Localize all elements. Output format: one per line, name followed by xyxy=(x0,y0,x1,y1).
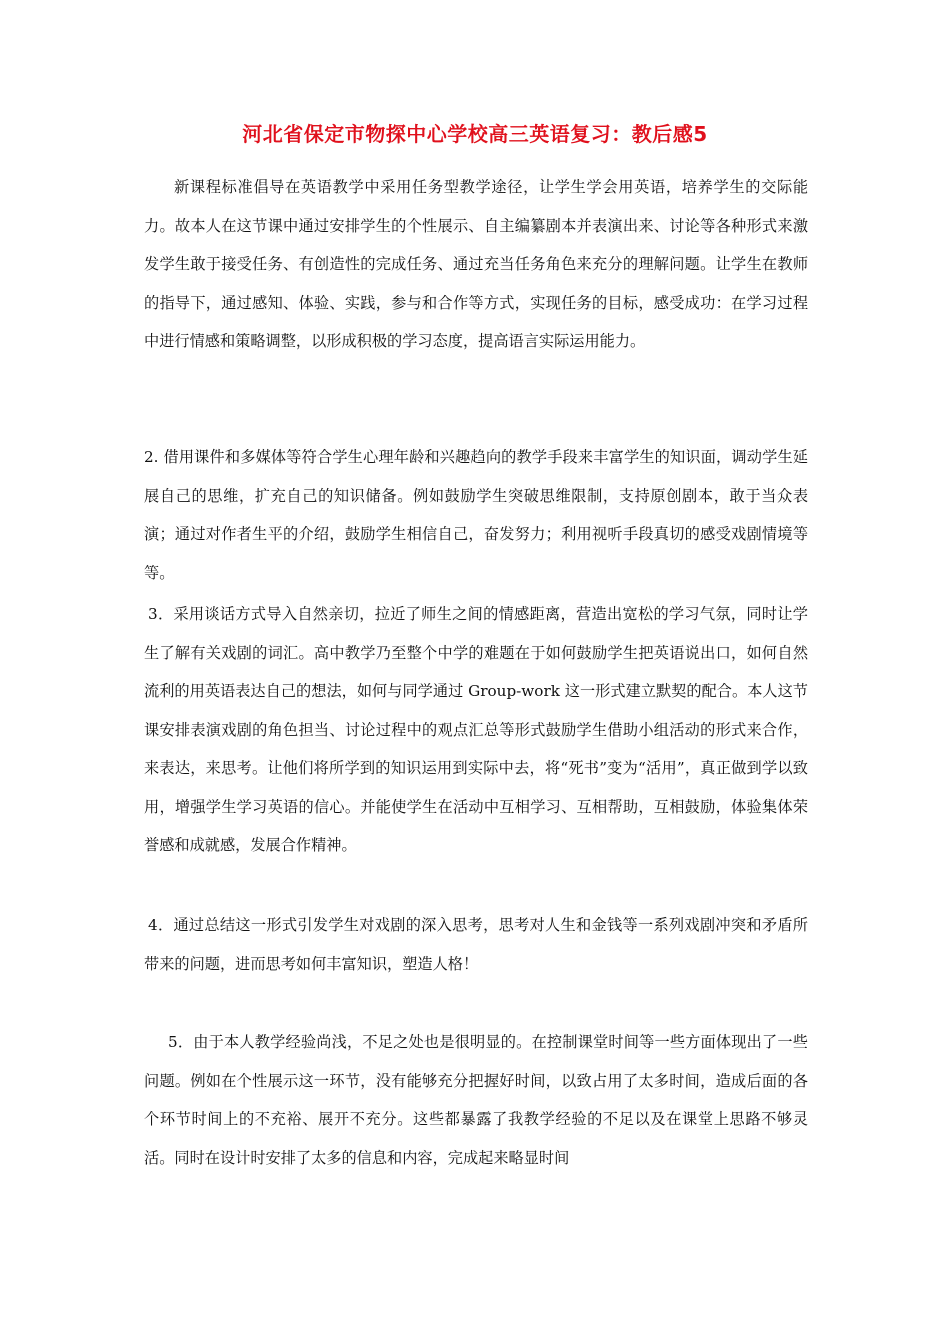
paragraph-2: 2. 借用课件和多媒体等符合学生心理年龄和兴趣趋向的教学手段来丰富学生的知识面，调动学生延展自己的思维，扩充自己的知识储备。例如鼓励学生突破思维限制，支持原创剧本，敢于当众表演；通过对作者生平的介绍，鼓励学生相信自己，奋发努力；利用视听手段真切的感受戏剧情境等等。 xyxy=(144,448,808,582)
paragraph-3: 3．采用谈话方式导入自然亲切，拉近了师生之间的情感距离，营造出宽松的学习气氛，同时让学生了解有关戏剧的词汇。高中教学乃至整个中学的难题在于如何鼓励学生把英语说出口，如何自然流利的用英语表达自己的想法，如何与同学通过 Group-work 这一形式建立默契的配合。本人这节课安排表演戏剧的角色担当、讨论过程中的观点汇总等形式鼓励学生借助小组活动的形式来合作，来表达，来思考。让他们将所学到的知识运用到实际中去，将“死书”变为“活用”，真正做到学以致用，增强学生学习英语的信心。并能使学生在活动中互相学习、互相帮助，互相鼓励，体验集体荣誉感和成就感，发展合作精神。 xyxy=(144,605,808,854)
paragraph-5: 5．由于本人教学经验尚浅，不足之处也是很明显的。在控制课堂时间等一些方面体现出了一些问题。例如在个性展示这一环节，没有能够充分把握好时间，以致占用了太多时间，造成后面的各个环节时间上的不充裕、展开不充分。这些都暴露了我教学经验的不足以及在课堂上思路不够灵活。同时在设计时安排了太多的信息和内容，完成起来略显时间 xyxy=(144,1033,808,1167)
document-title: 河北省保定市物探中心学校高三英语复习：教后感5 xyxy=(242,122,708,146)
paragraph-intro: 新课程标准倡导在英语教学中采用任务型教学途径，让学生学会用英语，培养学生的交际能力。故本人在这节课中通过安排学生的个性展示、自主编纂剧本并表演出来、讨论等各种形式来激发学生敢于接受任务、有创造性的完成任务、通过充当任务角色来充分的理解问题。让学生在教师的指导下，通过感知、体验、实践，参与和合作等方式，实现任务的目标，感受成功：在学习过程中进行情感和策略调整，以形成积极的学习态度，提高语言实际运用能力。 xyxy=(144,178,808,350)
paragraph-4: 4．通过总结这一形式引发学生对戏剧的深入思考，思考对人生和金钱等一系列戏剧冲突和矛盾所带来的问题，进而思考如何丰富知识，塑造人格！ xyxy=(144,916,808,973)
